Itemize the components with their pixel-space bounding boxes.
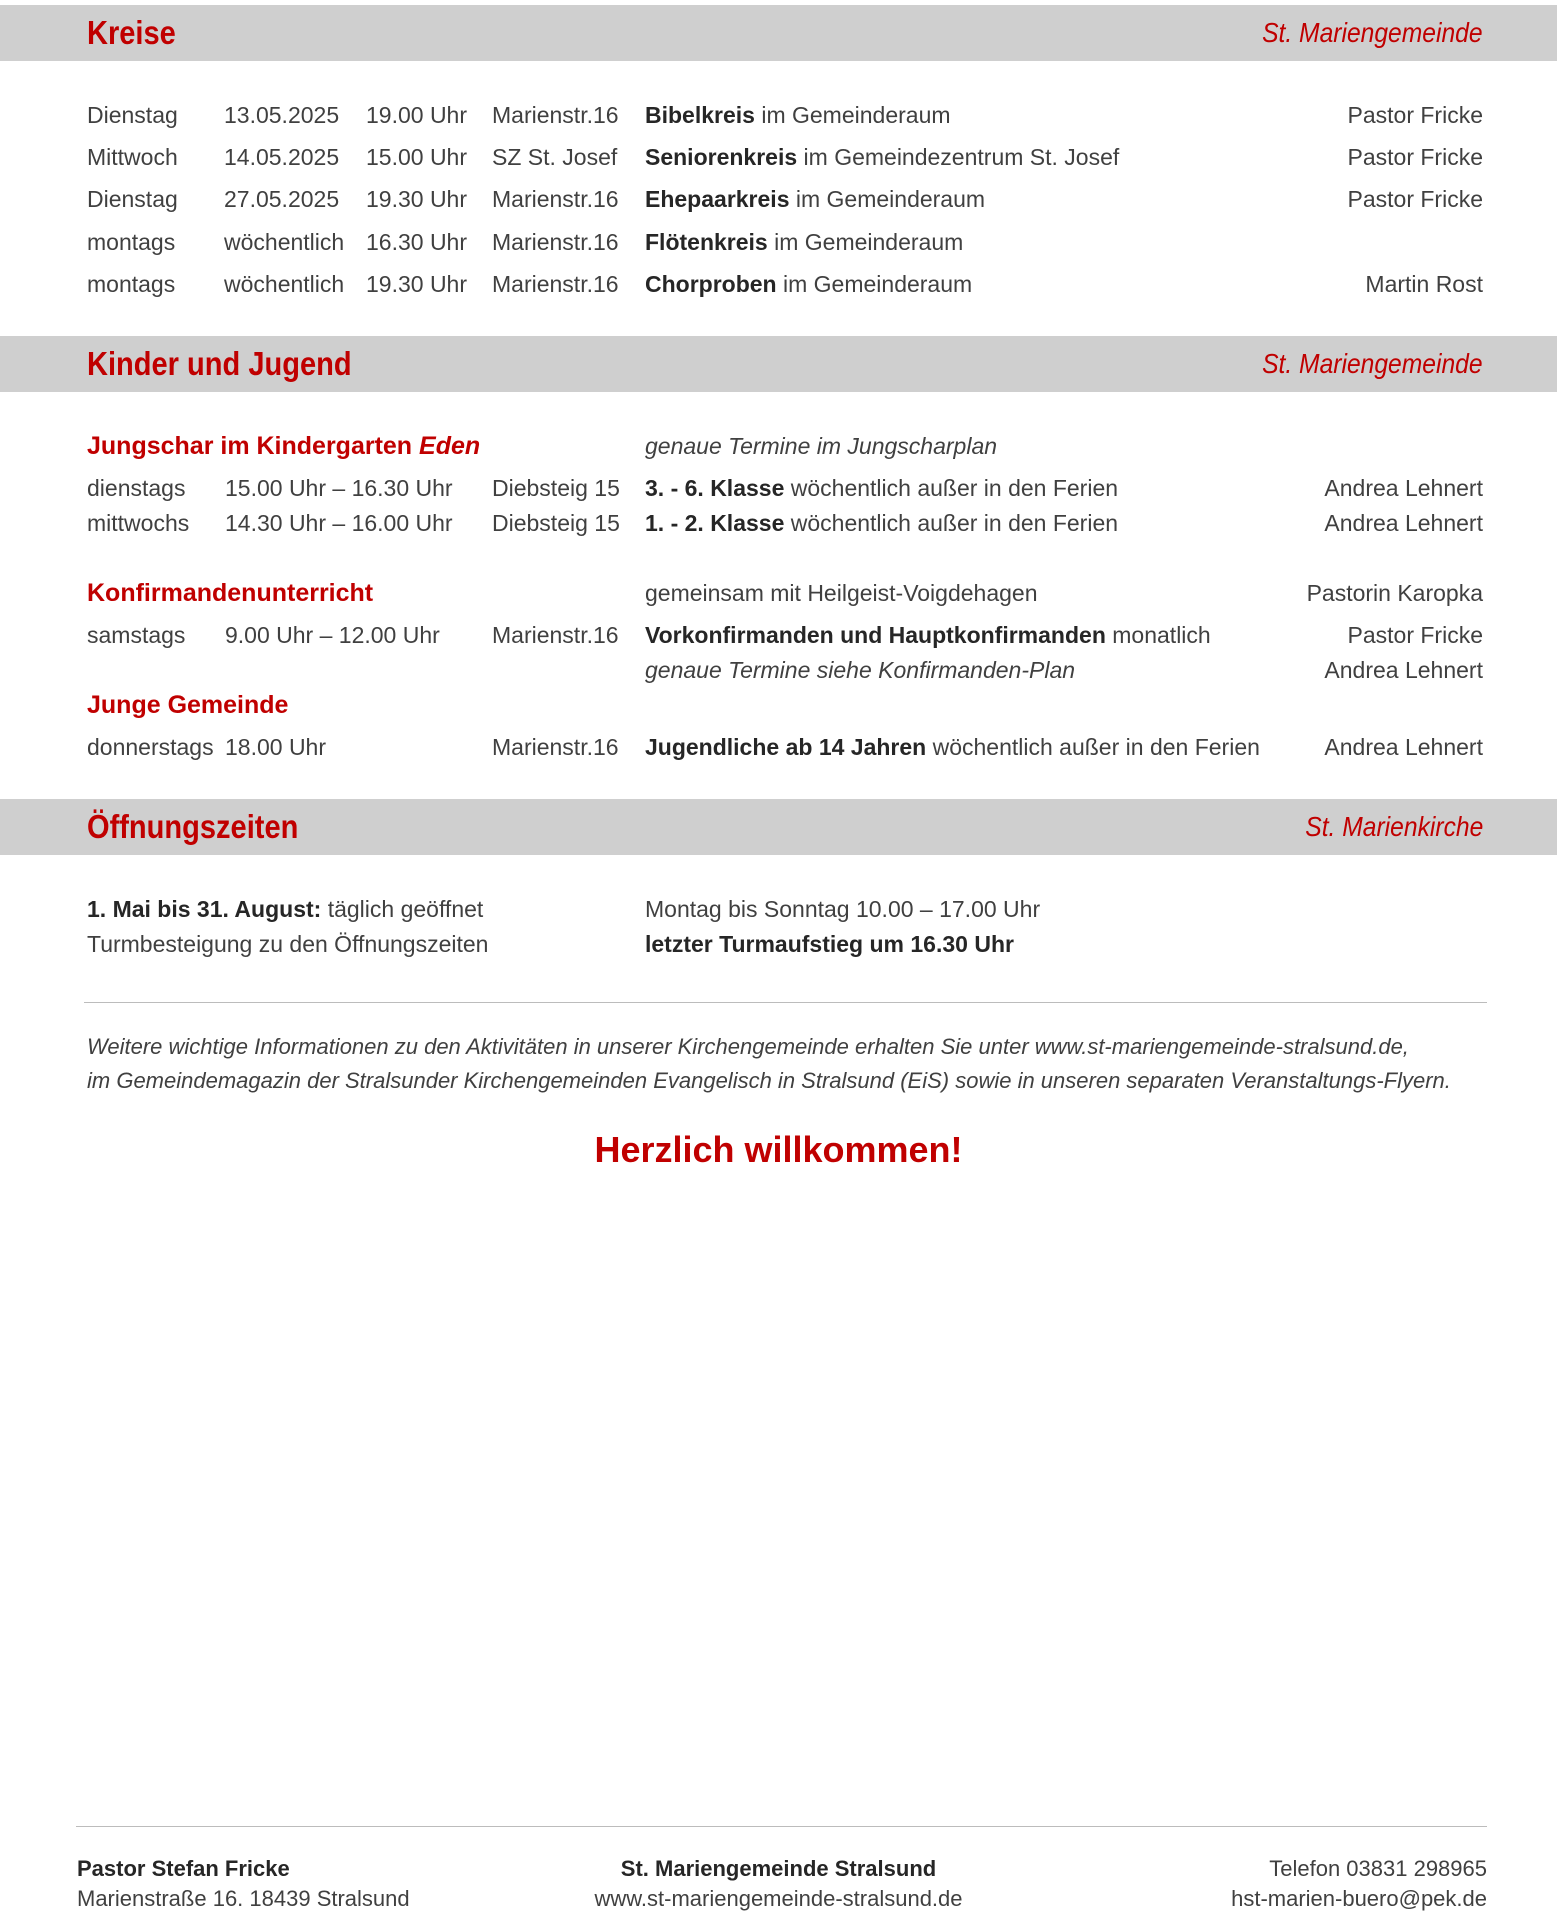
place: Marienstr.16 xyxy=(492,186,619,212)
time: 19.30 Uhr xyxy=(366,271,468,297)
time: 15.00 Uhr – 16.30 Uhr xyxy=(225,475,453,501)
time: 9.00 Uhr – 12.00 Uhr xyxy=(225,622,440,648)
description xyxy=(645,98,951,132)
day: dienstags xyxy=(87,475,186,501)
description-rest: im Gemeinderaum xyxy=(754,102,951,128)
jungschar-title-em: Eden xyxy=(419,432,481,460)
description-bold: Jugendliche ab 14 Jahren xyxy=(645,734,927,760)
date: 27.05.2025 xyxy=(224,186,340,212)
person: Pastor Fricke xyxy=(1347,102,1483,128)
day: samstags xyxy=(87,622,186,648)
description-rest: im Gemeinderaum xyxy=(776,271,973,297)
table-row xyxy=(0,730,1557,764)
section-header-jugend xyxy=(0,336,1557,392)
person: Andrea Lehnert xyxy=(1324,657,1483,683)
welcome-heading: Herzlich willkommen! xyxy=(594,1129,963,1170)
jungschar-note-row xyxy=(0,429,1557,463)
time: 14.30 Uhr – 16.00 Uhr xyxy=(225,510,453,536)
place: Marienstr.16 xyxy=(492,271,619,297)
description-rest: wöchentlich außer in den Ferien xyxy=(784,510,1119,536)
description-bold: Flötenkreis xyxy=(645,229,768,255)
day: montags xyxy=(87,271,176,297)
footer-address: Marienstraße 16. 18439 Stralsund xyxy=(77,1886,410,1911)
date: 14.05.2025 xyxy=(224,144,340,170)
description-rest: im Gemeinderaum xyxy=(767,229,964,255)
date: wöchentlich xyxy=(224,229,345,255)
description xyxy=(645,618,1211,652)
date: wöchentlich xyxy=(224,271,345,297)
description xyxy=(645,182,985,216)
konfi-note: gemeinsam mit Heilgeist-Voigdehagen xyxy=(645,580,1038,606)
section-subtitle: St. Mariengemeinde xyxy=(1262,348,1483,379)
oeffnung-period-bold: 1. Mai bis 31. August: xyxy=(87,896,322,922)
info-line-1: Weitere wichtige Informationen zu den Aktivitäten in unserer Kirchengemeinde erhalten Sie unter www.st-mariengemeinde-stralsund.de, xyxy=(87,1034,1409,1059)
jungschar-note: genaue Termine im Jungscharplan xyxy=(645,433,998,459)
person: Pastor Fricke xyxy=(1347,144,1483,170)
day: mittwochs xyxy=(87,510,190,536)
place: Marienstr.16 xyxy=(492,622,619,648)
konfi-title: Konfirmandenunterricht xyxy=(87,579,374,607)
description xyxy=(645,506,1118,540)
time: 19.00 Uhr xyxy=(366,102,468,128)
oeffnung-hours: Montag bis Sonntag 10.00 – 17.00 Uhr xyxy=(645,896,1041,922)
konfi-note2: genaue Termine siehe Konfirmanden-Plan xyxy=(645,657,1076,683)
description xyxy=(645,140,1119,174)
description-bold: Seniorenkreis xyxy=(645,144,798,170)
section-header-oeffnung xyxy=(0,799,1557,855)
description-bold: Bibelkreis xyxy=(645,102,755,128)
section-subtitle: St. Mariengemeinde xyxy=(1262,17,1483,48)
description-rest: wöchentlich außer in den Ferien xyxy=(784,475,1119,501)
info-line-2: im Gemeindemagazin der Stralsunder Kirchengemeinden Evangelisch in Stralsund (EiS) sowie in unseren separaten Veranstaltungs-Flyern. xyxy=(87,1068,1451,1093)
footer-divider xyxy=(76,1826,1487,1827)
description-rest: im Gemeinderaum xyxy=(789,186,986,212)
footer-pastor-name: Pastor Stefan Fricke xyxy=(77,1856,290,1881)
footer-website-link[interactable]: www.st-mariengemeinde-stralsund.de xyxy=(594,1886,963,1911)
place: Marienstr.16 xyxy=(492,102,619,128)
konfi-note-person: Pastorin Karopka xyxy=(1306,580,1483,606)
description-rest: wöchentlich außer in den Ferien xyxy=(926,734,1260,760)
footer-parish-name: St. Mariengemeinde Stralsund xyxy=(620,1856,937,1881)
table-row xyxy=(0,98,1557,132)
footer-phone: Telefon 03831 298965 xyxy=(1269,1856,1487,1881)
oeffnung-period-rest: täglich geöffnet xyxy=(321,896,484,922)
section-subtitle: St. Marienkirche xyxy=(1304,811,1483,842)
footer-email-link[interactable]: hst-marien-buero@pek.de xyxy=(1231,1886,1487,1911)
person: Andrea Lehnert xyxy=(1324,510,1483,536)
table-row xyxy=(0,140,1557,174)
junge-gemeinde-title: Junge Gemeinde xyxy=(87,691,289,719)
place: Marienstr.16 xyxy=(492,229,619,255)
oeffnung-row-2 xyxy=(0,927,1557,961)
day: Dienstag xyxy=(87,186,178,212)
table-row xyxy=(0,267,1557,301)
section-title: Kreise xyxy=(87,14,176,51)
day: montags xyxy=(87,229,176,255)
person: Pastor Fricke xyxy=(1347,186,1483,212)
place: Marienstr.16 xyxy=(492,734,619,760)
table-row xyxy=(0,471,1557,505)
description-bold: Chorproben xyxy=(645,271,777,297)
konfi-note-row xyxy=(0,576,1557,610)
divider xyxy=(84,1002,1487,1003)
day: Mittwoch xyxy=(87,144,178,170)
description-rest: im Gemeindezentrum St. Josef xyxy=(797,144,1120,170)
description xyxy=(645,225,963,259)
section-title: Kinder und Jugend xyxy=(87,345,352,382)
description xyxy=(645,267,972,301)
description-bold: 1. - 2. Klasse xyxy=(645,510,785,536)
time: 15.00 Uhr xyxy=(366,144,468,170)
description-bold: 3. - 6. Klasse xyxy=(645,475,785,501)
oeffnung-last-climb: letzter Turmaufstieg um 16.30 Uhr xyxy=(645,931,1014,957)
time: 16.30 Uhr xyxy=(366,229,468,255)
place: Diebsteig 15 xyxy=(492,475,620,501)
table-row xyxy=(0,506,1557,540)
description xyxy=(645,471,1118,505)
konfi-note2-row xyxy=(0,653,1557,687)
table-row xyxy=(0,182,1557,216)
time: 18.00 Uhr xyxy=(225,734,327,760)
oeffnung-period xyxy=(87,892,483,926)
table-row xyxy=(0,618,1557,652)
place: Diebsteig 15 xyxy=(492,510,620,536)
oeffnung-row-1 xyxy=(0,892,1557,926)
person: Andrea Lehnert xyxy=(1324,734,1483,760)
date: 13.05.2025 xyxy=(224,102,340,128)
day: Dienstag xyxy=(87,102,178,128)
jungschar-title-text: Jungschar im Kindergarten xyxy=(87,432,420,460)
description-rest: monatlich xyxy=(1105,622,1211,648)
person: Andrea Lehnert xyxy=(1324,475,1483,501)
person: Pastor Fricke xyxy=(1347,622,1483,648)
person: Martin Rost xyxy=(1365,271,1483,297)
section-title: Öffnungszeiten xyxy=(87,808,299,845)
day: donnerstags xyxy=(87,734,214,760)
description-bold: Vorkonfirmanden und Hauptkonfirmanden xyxy=(645,622,1106,648)
description xyxy=(645,730,1260,764)
section-header-kreise xyxy=(0,5,1557,61)
table-row xyxy=(0,225,1557,259)
time: 19.30 Uhr xyxy=(366,186,468,212)
description-bold: Ehepaarkreis xyxy=(645,186,790,212)
oeffnung-tower: Turmbesteigung zu den Öffnungszeiten xyxy=(87,931,489,957)
place: SZ St. Josef xyxy=(492,144,618,170)
